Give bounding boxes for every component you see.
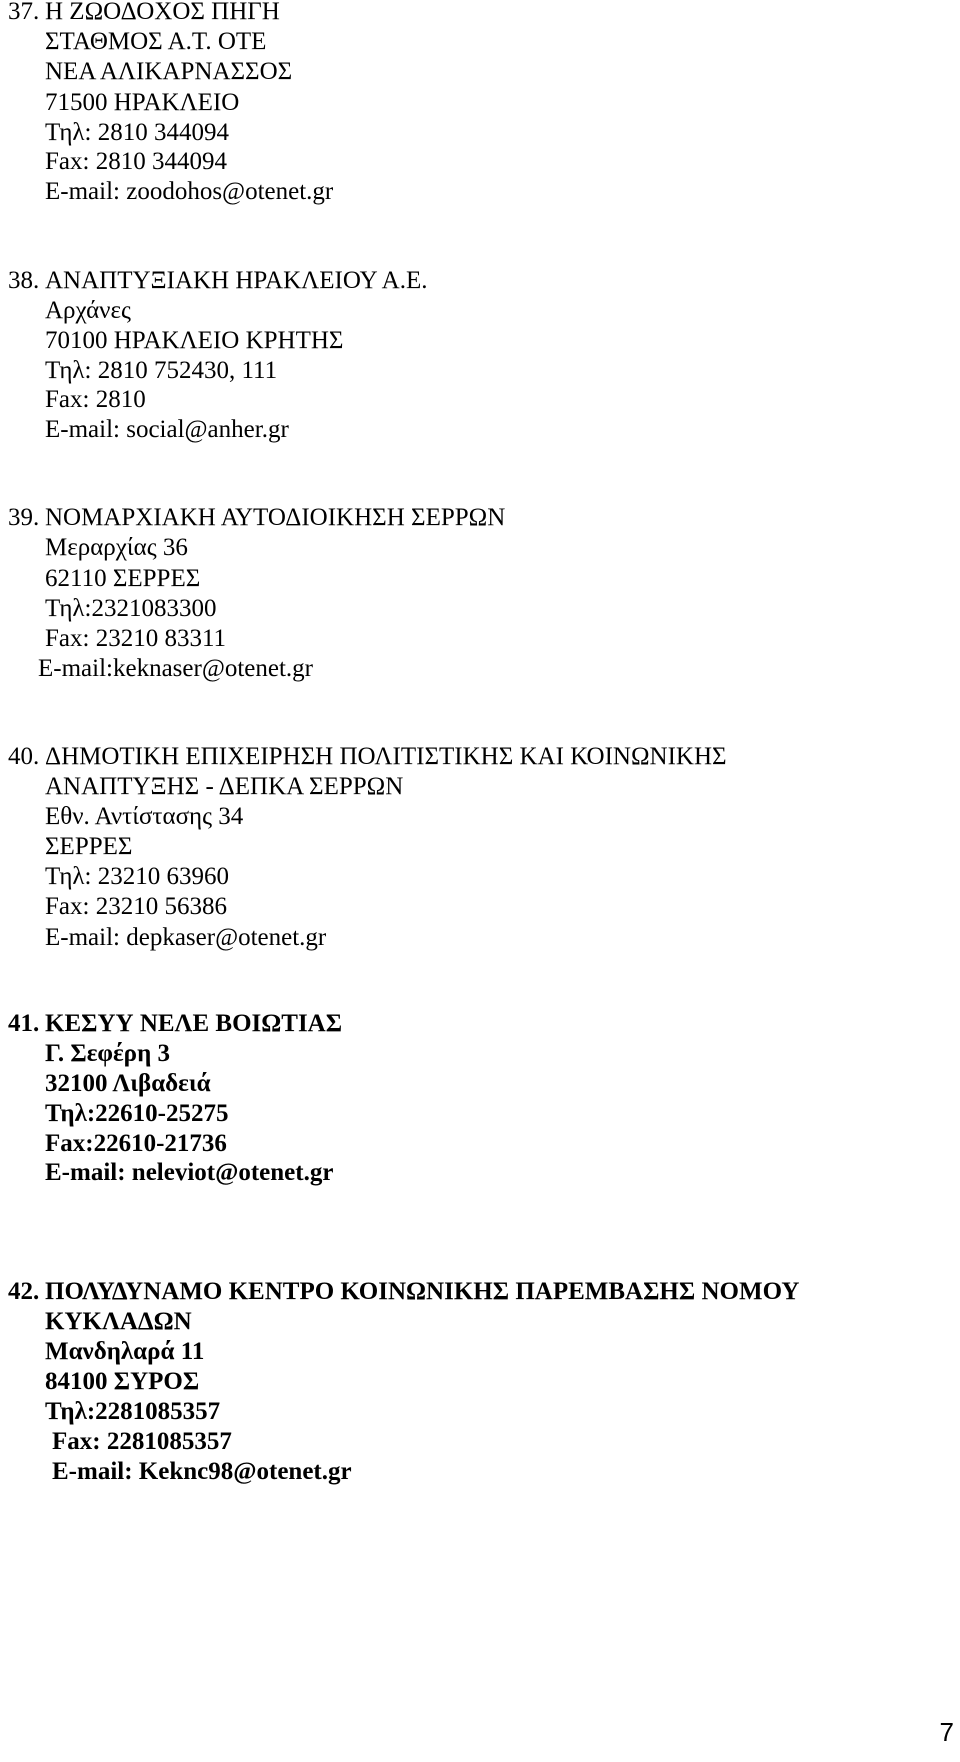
entry-number: 38. bbox=[8, 267, 40, 294]
phone-line: Τηλ: 23210 63960 bbox=[45, 863, 229, 890]
fax-line: Fax: 2810 bbox=[45, 386, 146, 413]
organization-name: ΑΝΑΠΤΥΞΙΑΚΗ ΗΡΑΚΛΕΙΟΥ Α.Ε. bbox=[45, 267, 428, 294]
page-number: 7 bbox=[939, 1717, 954, 1747]
postal-city-line: 84100 ΣΥΡΟΣ bbox=[45, 1368, 200, 1395]
phone-line: Τηλ:22610-25275 bbox=[45, 1100, 229, 1127]
address-line: Αρχάνες bbox=[45, 297, 131, 324]
phone-line: Τηλ: 2810 344094 bbox=[45, 119, 229, 146]
organization-name: ΠΟΛΥΔΥΝΑΜΟ ΚΕΝΤΡΟ ΚΟΙΝΩΝΙΚΗΣ ΠΑΡΕΜΒΑΣΗΣ ΝΟΜΟΥ bbox=[45, 1278, 800, 1305]
address-line: ΣΤΑΘΜΟΣ Α.Τ. ΟΤΕ bbox=[45, 28, 267, 55]
fax-line: Fax: 2810 344094 bbox=[45, 148, 227, 175]
fax-line: Fax: 23210 83311 bbox=[45, 625, 227, 652]
email-line: E-mail:keknaser@otenet.gr bbox=[38, 655, 313, 682]
entry-number: 42. bbox=[8, 1278, 40, 1305]
email-line: E-mail: Keknc98@otenet.gr bbox=[52, 1458, 352, 1485]
email-line: E-mail: depkaser@otenet.gr bbox=[45, 924, 327, 951]
phone-line: Τηλ:2281085357 bbox=[45, 1398, 221, 1425]
postal-city-line: 71500 ΗΡΑΚΛΕΙΟ bbox=[45, 89, 240, 116]
fax-line: Fax: 23210 56386 bbox=[45, 893, 227, 920]
entry-number: 39. bbox=[8, 504, 40, 531]
address-line: Μανδηλαρά 11 bbox=[45, 1338, 205, 1365]
postal-city-line: 62110 ΣΕΡΡΕΣ bbox=[45, 565, 201, 592]
postal-city-line: 70100 ΗΡΑΚΛΕΙΟ ΚΡΗΤΗΣ bbox=[45, 327, 344, 354]
organization-name-continued: ΚΥΚΛΑΔΩΝ bbox=[45, 1308, 192, 1335]
email-line: E-mail: zoodohos@otenet.gr bbox=[45, 178, 334, 205]
organization-name: ΚΕΣΥΥ ΝΕΛΕ ΒΟΙΩΤΙΑΣ bbox=[45, 1010, 343, 1037]
fax-line: Fax:22610-21736 bbox=[45, 1130, 227, 1157]
address-line: Εθν. Αντίστασης 34 bbox=[45, 803, 244, 830]
address-line: Γ. Σεφέρη 3 bbox=[45, 1040, 171, 1067]
phone-line: Τηλ:2321083300 bbox=[45, 595, 217, 622]
phone-line: Τηλ: 2810 752430, 111 bbox=[45, 357, 278, 384]
fax-line: Fax: 2281085357 bbox=[52, 1428, 232, 1455]
address-line: ΝΕΑ ΑΛΙΚΑΡΝΑΣΣΟΣ bbox=[45, 58, 293, 85]
organization-name: ΝΟΜΑΡΧΙΑΚΗ ΑΥΤΟΔΙΟΙΚΗΣΗ ΣΕΡΡΩΝ bbox=[45, 504, 506, 531]
entry-number: 40. bbox=[8, 743, 40, 770]
organization-name: ΔΗΜΟΤΙΚΗ ΕΠΙΧΕΙΡΗΣΗ ΠΟΛΙΤΙΣΤΙΚΗΣ ΚΑΙ ΚΟΙΝΩΝΙΚΗΣ bbox=[45, 743, 727, 770]
postal-city-line: 32100 Λιβαδειά bbox=[45, 1070, 211, 1097]
email-line: E-mail: neleviot@otenet.gr bbox=[45, 1159, 334, 1186]
address-line: Μεραρχίας 36 bbox=[45, 534, 188, 561]
email-line: E-mail: social@anher.gr bbox=[45, 416, 289, 443]
city-line: ΣΕΡΡΕΣ bbox=[45, 833, 133, 860]
entry-number: 41. bbox=[8, 1010, 40, 1037]
organization-name-continued: ΑΝΑΠΤΥΞΗΣ - ΔΕΠΚΑ ΣΕΡΡΩΝ bbox=[45, 773, 404, 800]
entry-number: 37. bbox=[8, 0, 40, 25]
organization-name: Η ΖΩΟΔΟΧΟΣ ΠΗΓΗ bbox=[45, 0, 280, 25]
